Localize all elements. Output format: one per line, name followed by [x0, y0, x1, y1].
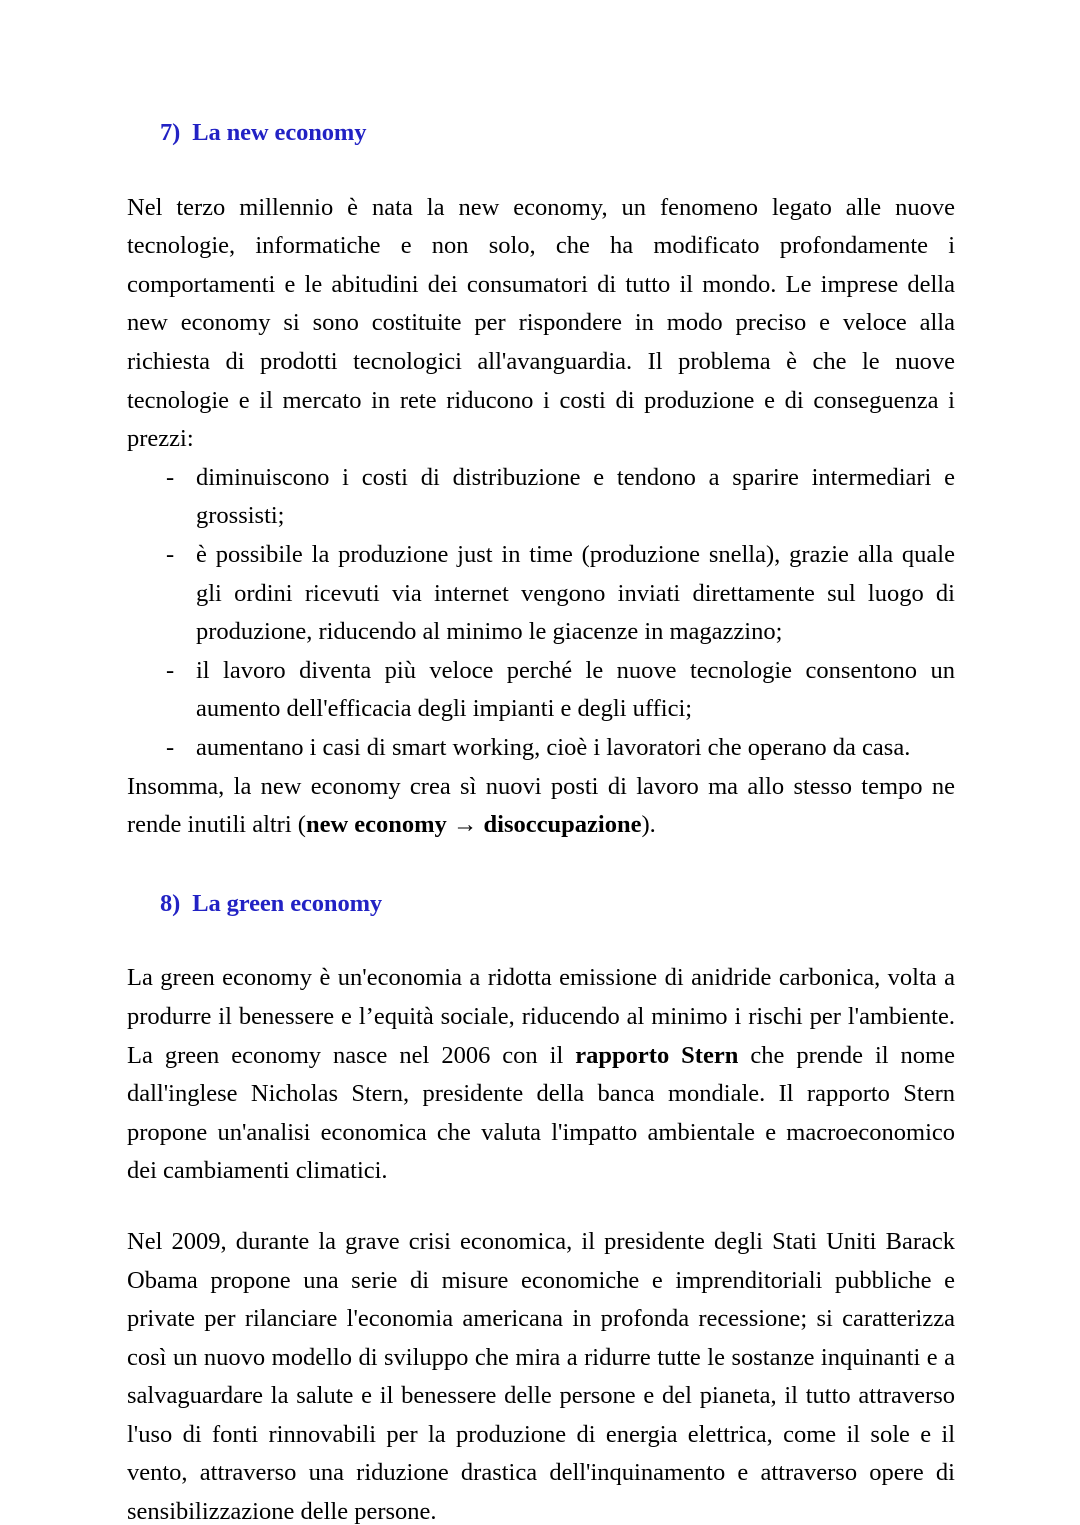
section-number: 8) — [160, 889, 181, 917]
section-title: La green economy — [192, 889, 383, 917]
closing-text-lead: Insomma, la new economy crea sì nuovi posti di lavoro ma allo stesso tempo ne rende inutili altri ( — [127, 772, 955, 839]
list-item-text: aumentano i casi di smart working, cioè i lavoratori che operano da casa. — [196, 733, 911, 761]
paragraph-new-economy-intro: Nel terzo millennio è nata la new economy, un fenomeno legato alle nuove tecnologie, informatiche e non solo, che ha modificato profondamente i comportamenti e le abitudini dei consumatori di tutto il mondo. Le imprese della new economy si sono costituite per rispondere in modo preciso e veloce alla richiesta di prodotti tecnologici all'avanguardia. Il problema è che le nuove tecnologie e il mercato in rete riducono i costi di produzione e di conseguenza i prezzi: — [127, 193, 955, 453]
section-heading-new-economy — [160, 118, 955, 149]
list-item-text: il lavoro diventa più veloce perché le nuove tecnologie consentono un aumento dell'efficacia degli impianti e degli uffici; — [196, 656, 955, 723]
list-item-text: diminuiscono i costi di distribuzione e tendono a sparire intermediari e grossisti; — [196, 463, 955, 530]
list-marker-icon: - — [166, 656, 175, 684]
document-content — [127, 118, 955, 1525]
spacer — [127, 149, 955, 189]
section-number: 7) — [160, 119, 181, 146]
closing-bold-term-2: disoccupazione — [483, 811, 642, 839]
section-title: La new economy — [192, 119, 367, 146]
closing-text-tail: ). — [641, 811, 656, 839]
list-item — [127, 729, 955, 768]
list-marker-icon: - — [166, 463, 175, 491]
spacer — [127, 919, 955, 959]
section-heading-green-economy — [160, 889, 955, 920]
paragraph-green-economy-definition — [127, 959, 955, 1191]
paragraph-green-economy-obama: Nel 2009, durante la grave crisi economica, il presidente degli Stati Uniti Barack Obama propone una serie di misure economiche e imprenditoriali pubbliche e private per rilanciare l'economia americana in profonda recessione; si caratterizza così un nuovo modello di sviluppo che mira a ridurre tutte le sostanze inquinanti e a salvaguardare la salute e il benessere delle persone e del pianeta, il tutto attraverso l'uso di fonti rinnovabili per la produzione di energia elettrica, come il sole e il vento, attraverso una riduzione drastica dell'inquinamento e attraverso opere di sensibilizzazione delle persone. — [127, 1227, 955, 1525]
list-item — [127, 459, 955, 536]
list-item — [127, 536, 955, 652]
list-marker-icon: - — [166, 733, 175, 761]
list-marker-icon: - — [166, 540, 175, 568]
rightwards-arrow-icon: → — [452, 811, 478, 839]
list-new-economy-effects — [127, 459, 955, 768]
spacer — [127, 1191, 955, 1223]
stern-report-bold-term: rapporto Stern — [575, 1041, 739, 1069]
green-text-lead: La green economy è un'economia a ridotta emissione di anidride carbonica, volta a produrre il benessere e l’equità sociale, riducendo al minimo i rischi per l'ambiente. La green economy nasce nel 2006 con il — [127, 964, 955, 1069]
green-text-tail: che prende il nome dall'inglese Nicholas Stern, presidente della banca mondiale. Il rapporto Stern propone un'analisi economica che valuta l'impatto ambientale e macroeconomico dei cambiamenti climatici. — [127, 1041, 955, 1185]
list-item-text: è possibile la produzione just in time (produzione snella), grazie alla quale gli ordini ricevuti via internet vengono inviati direttamente sul luogo di produzione, riducendo al minimo le giacenze in magazzino; — [196, 540, 955, 646]
spacer — [127, 845, 955, 889]
list-item — [127, 652, 955, 729]
closing-bold-term-1: new economy — [305, 811, 447, 839]
paragraph-new-economy-closing — [127, 768, 955, 845]
